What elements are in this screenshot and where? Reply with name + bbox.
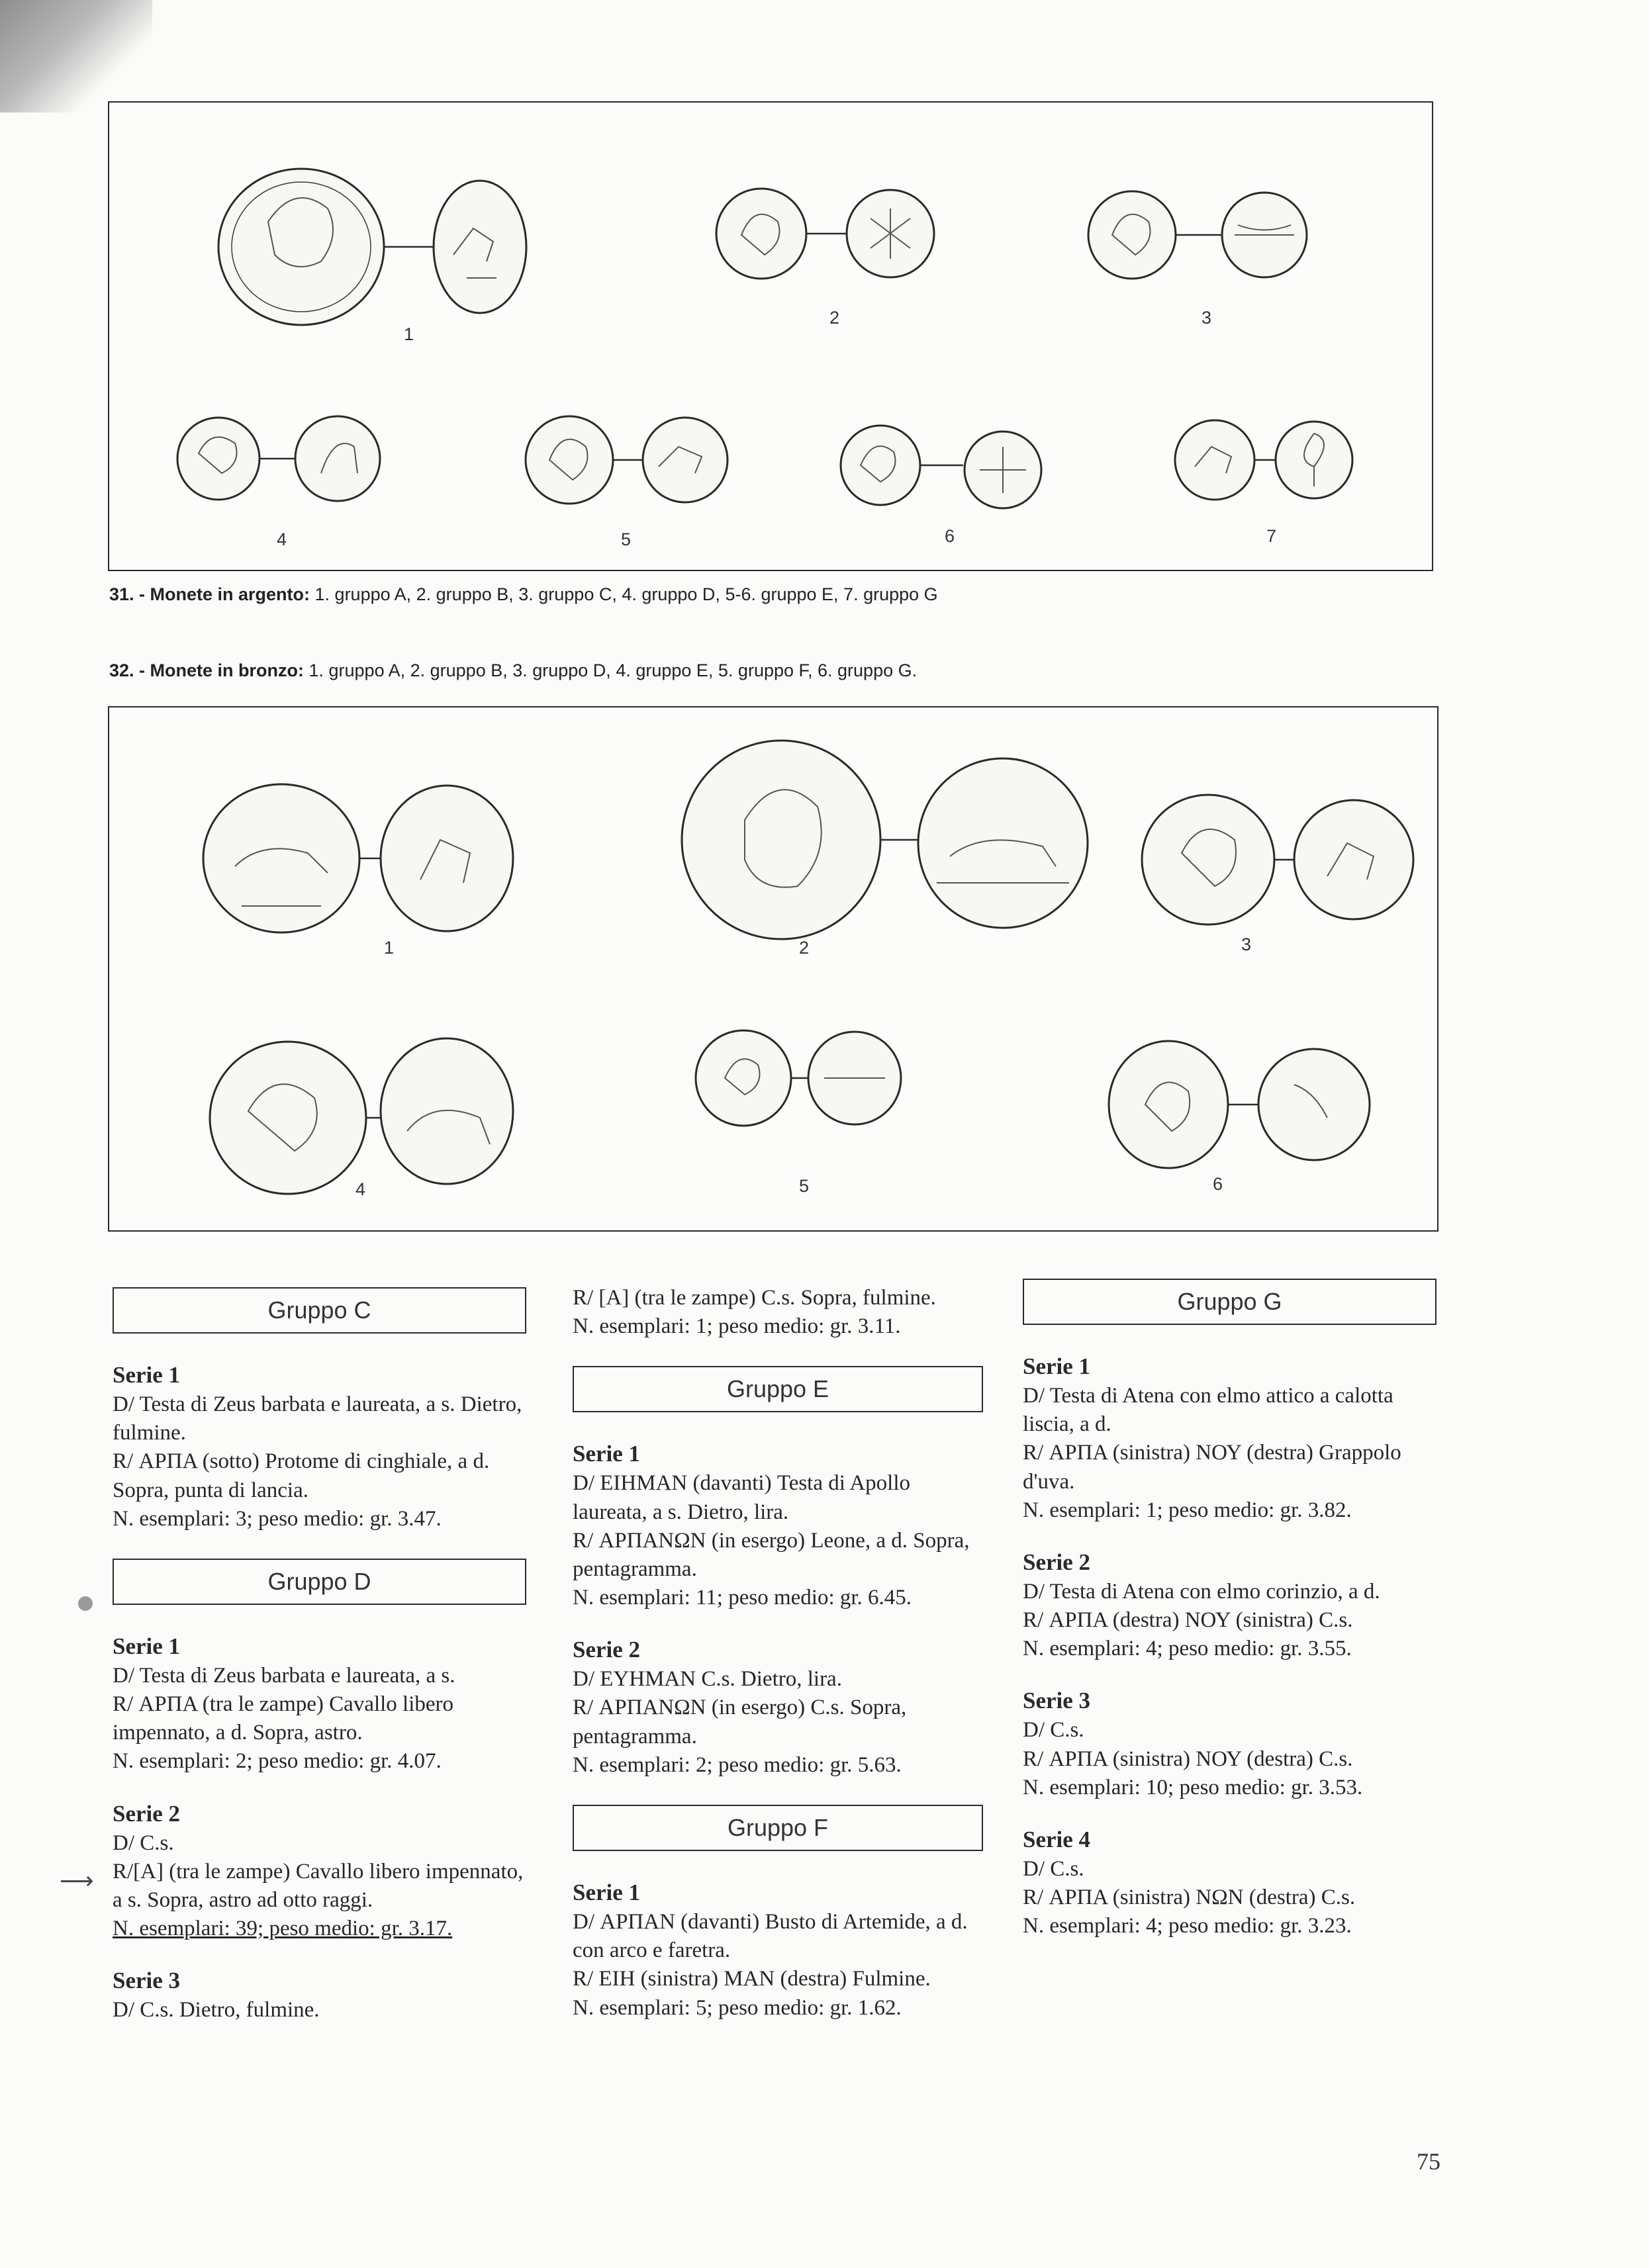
gruppo-d-serie-2-count: N. esemplari: 39; peso medio: gr. 3.17.	[113, 1917, 453, 1941]
gruppo-f-serie-1-obverse: D/ ΑΡΠΑΝ (davanti) Busto di Artemide, a d. con arco e faretra.	[573, 1909, 968, 1963]
coin-1-reverse	[434, 181, 526, 313]
gruppo-e-heading: Gruppo E	[573, 1366, 983, 1412]
gruppo-g-serie-3-count: N. esemplari: 10; peso medio: gr. 3.53.	[1023, 1775, 1363, 1799]
coin-number-1: 1	[404, 324, 414, 344]
plate-32-coins	[109, 707, 1437, 1230]
gruppo-f-serie-1-reverse: R/ ΕΙΗ (sinistra) ΜΑΝ (destra) Fulmine.	[573, 1967, 931, 1991]
gruppo-g-serie-1-reverse: R/ ΑΡΠΑ (sinistra) ΝΟΥ (destra) Grappolo d'uva.	[1023, 1441, 1401, 1494]
text-column-2	[573, 1284, 983, 2022]
bronze-pair-6	[1109, 1041, 1370, 1168]
gruppo-g-serie-4-title: Serie 4	[1023, 1826, 1091, 1852]
gruppo-c-serie-1-reverse: R/ ΑΡΠΑ (sotto) Protome di cinghiale, a d. Sopra, punta di lancia.	[113, 1449, 490, 1502]
bronze-number-5: 5	[799, 1176, 810, 1196]
bronze-pair-2	[682, 741, 1088, 939]
scan-shadow-corner	[0, 0, 152, 113]
bronze-pair-5	[696, 1030, 901, 1126]
gruppo-e-serie-2-reverse: R/ ΑΡΠΑΝΩΝ (in esergo) C.s. Sopra, pentagramma.	[573, 1696, 907, 1748]
gruppo-g-serie-3-reverse: R/ ΑΡΠΑ (sinistra) ΝΟΥ (destra) C.s.	[1023, 1746, 1353, 1771]
coin-number-4: 4	[277, 529, 287, 549]
coin-7-reverse	[1276, 422, 1352, 498]
coin-7-obverse	[1175, 420, 1254, 500]
plate-31-caption-label: 31. - Monete in argento:	[109, 584, 310, 604]
gruppo-e-serie-1-title: Serie 1	[573, 1441, 641, 1467]
coin-2-obverse	[716, 189, 806, 279]
gruppo-g-serie-4-reverse: R/ ΑΡΠΑ (sinistra) ΝΩΝ (destra) C.s.	[1023, 1885, 1356, 1909]
gruppo-g-serie-4-obverse: D/ C.s.	[1023, 1856, 1084, 1881]
bronze-number-6: 6	[1213, 1174, 1223, 1194]
gruppo-g-serie-2-count: N. esemplari: 4; peso medio: gr. 3.55.	[1023, 1637, 1352, 1661]
margin-arrow-icon: ⟶	[60, 1868, 94, 1895]
gruppo-g-serie-2-obverse: D/ Testa di Atena con elmo corinzio, a d.	[1023, 1579, 1380, 1604]
gruppo-g-serie-1-title: Serie 1	[1023, 1353, 1091, 1379]
gruppo-c-serie-1-title: Serie 1	[113, 1362, 181, 1388]
coin-pair-6	[841, 426, 1041, 508]
gruppo-g-serie-4-count: N. esemplari: 4; peso medio: gr. 3.23.	[1023, 1914, 1352, 1938]
gruppo-g-heading: Gruppo G	[1023, 1279, 1437, 1325]
bronze-number-1: 1	[384, 938, 395, 958]
gruppo-g-serie-2-reverse: R/ ΑΡΠΑ (destra) ΝΟΥ (sinistra) C.s.	[1023, 1608, 1353, 1632]
coin-pair-4	[177, 416, 380, 501]
coin-3-obverse	[1088, 191, 1176, 279]
bronze-number-3: 3	[1241, 934, 1252, 954]
gruppo-d-serie-2-obverse: D/ C.s.	[113, 1831, 174, 1855]
gruppo-c-serie-1-obverse: D/ Testa di Zeus barbata e laureata, a s. Dietro, fulmine.	[113, 1392, 522, 1445]
gruppo-f-serie-1-count: N. esemplari: 5; peso medio: gr. 1.62.	[573, 1995, 902, 2020]
gruppo-e-serie-2-count: N. esemplari: 2; peso medio: gr. 5.63.	[573, 1752, 902, 1777]
coin-number-3: 3	[1201, 308, 1212, 328]
gruppo-g-serie-2-title: Serie 2	[1023, 1549, 1091, 1575]
text-column-1	[113, 1287, 526, 2024]
coin-number-7: 7	[1266, 526, 1277, 546]
coin-pair-2	[716, 189, 934, 279]
gruppo-c-heading: Gruppo C	[113, 1287, 526, 1334]
coin-4-reverse	[295, 416, 380, 501]
bronze-pair-1	[203, 784, 513, 932]
coin-5-reverse	[643, 418, 728, 502]
plate-32-caption-text: 1. gruppo A, 2. gruppo B, 3. gruppo D, 4. gruppo E, 5. gruppo F, 6. gruppo G.	[304, 660, 918, 680]
coin-number-6: 6	[945, 526, 955, 546]
coin-5-obverse	[526, 416, 613, 504]
coin-number-5: 5	[621, 529, 632, 549]
coin-6-obverse	[841, 426, 920, 505]
gruppo-e-serie-1-count: N. esemplari: 11; peso medio: gr. 6.45.	[573, 1586, 912, 1610]
gruppo-f-heading: Gruppo F	[573, 1805, 983, 1851]
page-number: 75	[1417, 2148, 1440, 2175]
coin-number-2: 2	[829, 308, 840, 328]
gruppo-d-serie-1-title: Serie 1	[113, 1633, 181, 1659]
gruppo-d-serie-2-title: Serie 2	[113, 1800, 181, 1827]
bronze-number-4: 4	[355, 1179, 366, 1199]
gruppo-e-serie-1-obverse: D/ ΕΙΗΜΑΝ (davanti) Testa di Apollo laureata, a s. Dietro, lira.	[573, 1471, 911, 1524]
gruppo-g-serie-1-count: N. esemplari: 1; peso medio: gr. 3.82.	[1023, 1498, 1352, 1522]
plate-32-caption-label: 32. - Monete in bronzo:	[109, 660, 304, 680]
plate-31-caption	[109, 584, 938, 605]
gruppo-d-serie-3-count: N. esemplari: 1; peso medio: gr. 3.11.	[573, 1314, 901, 1339]
coin-1-obverse	[218, 169, 384, 325]
gruppo-d-serie-2-reverse: R/[A] (tra le zampe) Cavallo libero impennato, a s. Sopra, astro ad otto raggi.	[113, 1859, 524, 1912]
margin-dot	[78, 1596, 93, 1611]
plate-32-caption	[109, 660, 917, 681]
gruppo-e-serie-2-obverse: D/ ΕΥΗΜΑΝ C.s. Dietro, lira.	[573, 1667, 842, 1692]
gruppo-d-serie-1-reverse: R/ ΑΡΠΑ (tra le zampe) Cavallo libero impennato, a d. Sopra, astro.	[113, 1692, 454, 1745]
coin-pair-1	[218, 169, 526, 325]
bronze-pair-4	[210, 1038, 513, 1194]
gruppo-c-serie-1-count: N. esemplari: 3; peso medio: gr. 3.47.	[113, 1506, 442, 1531]
coin-pair-5	[526, 416, 728, 504]
coin-4-obverse	[177, 418, 259, 500]
plate-31-caption-text: 1. gruppo A, 2. gruppo B, 3. gruppo C, 4. gruppo D, 5-6. gruppo E, 7. gruppo G	[310, 584, 938, 604]
gruppo-d-serie-1-count: N. esemplari: 2; peso medio: gr. 4.07.	[113, 1749, 442, 1774]
gruppo-d-serie-1-obverse: D/ Testa di Zeus barbata e laureata, a s.	[113, 1663, 455, 1688]
gruppo-e-serie-2-title: Serie 2	[573, 1637, 641, 1663]
text-column-3	[1023, 1279, 1437, 1940]
plate-31-frame	[108, 101, 1433, 571]
plate-31-coins	[109, 103, 1432, 570]
bronze-number-2: 2	[799, 938, 810, 958]
gruppo-g-serie-1-obverse: D/ Testa di Atena con elmo attico a calotta liscia, a d.	[1023, 1383, 1393, 1437]
gruppo-d-serie-3-obverse: D/ C.s. Dietro, fulmine.	[113, 1998, 320, 2022]
gruppo-g-serie-3-obverse: D/ C.s.	[1023, 1718, 1084, 1743]
gruppo-d-serie-3-title: Serie 3	[113, 1968, 181, 1994]
gruppo-d-heading: Gruppo D	[113, 1559, 526, 1605]
gruppo-d-serie-3-reverse: R/ [A] (tra le zampe) C.s. Sopra, fulmine.	[573, 1286, 936, 1310]
bronze-pair-3	[1142, 795, 1413, 925]
gruppo-f-serie-1-title: Serie 1	[573, 1880, 641, 1906]
plate-32-frame	[108, 706, 1438, 1232]
gruppo-e-serie-1-reverse: R/ ΑΡΠΑΝΩΝ (in esergo) Leone, a d. Sopra, pentagramma.	[573, 1528, 970, 1581]
coin-pair-3	[1088, 191, 1307, 279]
coin-pair-7	[1175, 420, 1352, 500]
gruppo-g-serie-3-title: Serie 3	[1023, 1688, 1091, 1714]
